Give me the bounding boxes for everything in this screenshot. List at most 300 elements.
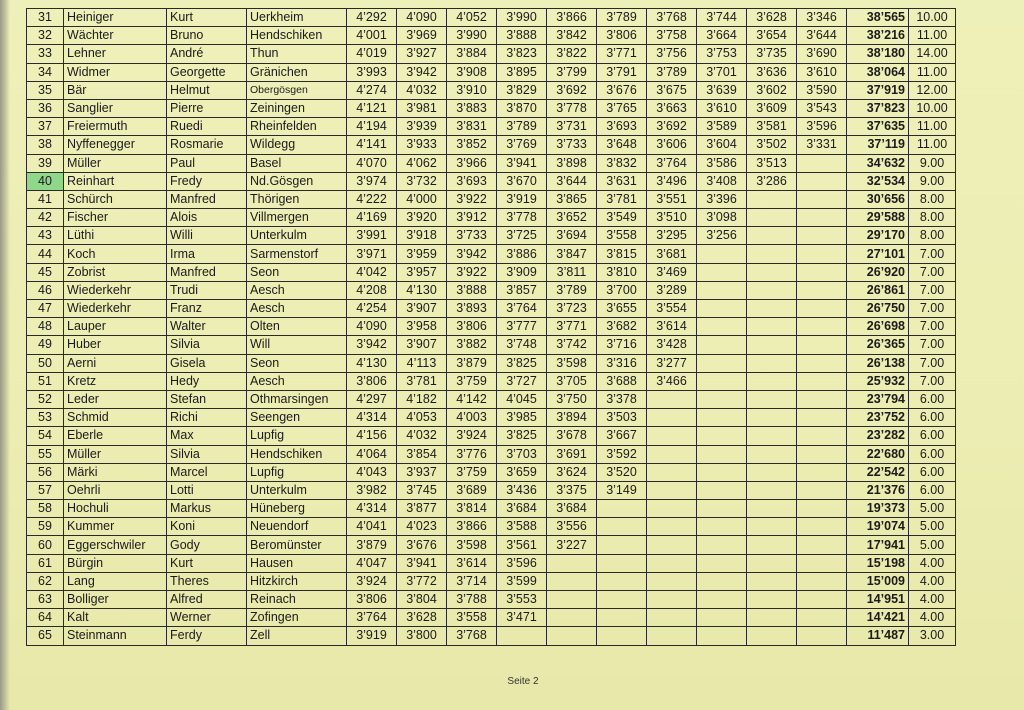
first-name-cell: Alois: [167, 209, 247, 227]
first-name-cell: Alfred: [167, 591, 247, 609]
score-cell: 4’194: [347, 118, 397, 136]
score-cell: [797, 591, 847, 609]
score-cell: 3’692: [547, 81, 597, 99]
score-cell: [797, 354, 847, 372]
score-cell: [647, 536, 697, 554]
score-cell: [547, 627, 597, 645]
total-cell: 34’632: [847, 154, 909, 172]
score-cell: [697, 500, 747, 518]
score-cell: [647, 627, 697, 645]
score-cell: [647, 572, 697, 590]
score-cell: 3’811: [547, 263, 597, 281]
score-cell: 3’714: [447, 572, 497, 590]
score-cell: [747, 572, 797, 590]
place-cell: Uerkheim: [247, 9, 347, 27]
score-cell: 4’130: [347, 354, 397, 372]
score-cell: 4’019: [347, 45, 397, 63]
score-cell: [597, 518, 647, 536]
score-cell: 3’764: [347, 609, 397, 627]
score-cell: 3’510: [647, 209, 697, 227]
score-cell: 4’042: [347, 263, 397, 281]
score-cell: [797, 427, 847, 445]
place-cell: Zofingen: [247, 609, 347, 627]
rank-cell: 43: [27, 227, 64, 245]
score-cell: 3’701: [697, 63, 747, 81]
score-cell: 3’396: [697, 190, 747, 208]
score-cell: [797, 300, 847, 318]
score-cell: 3’924: [447, 427, 497, 445]
grade-cell: 4.00: [909, 609, 956, 627]
score-cell: [647, 390, 697, 408]
score-cell: [797, 609, 847, 627]
total-cell: 38’180: [847, 45, 909, 63]
place-cell: Olten: [247, 318, 347, 336]
last-name-cell: Wiederkehr: [64, 281, 167, 299]
score-cell: 3’375: [547, 481, 597, 499]
score-cell: [497, 627, 547, 645]
score-cell: 3’678: [547, 427, 597, 445]
score-cell: 4’043: [347, 463, 397, 481]
score-cell: 3’768: [647, 9, 697, 27]
score-cell: 3’764: [497, 300, 547, 318]
score-cell: [647, 518, 697, 536]
score-cell: [647, 409, 697, 427]
score-cell: 3’592: [597, 445, 647, 463]
score-cell: 4’001: [347, 27, 397, 45]
table-row: [27, 500, 956, 518]
total-cell: 15’198: [847, 554, 909, 572]
last-name-cell: Wächter: [64, 27, 167, 45]
score-cell: 3’771: [597, 45, 647, 63]
score-cell: 3’759: [447, 463, 497, 481]
score-cell: 3’806: [347, 372, 397, 390]
score-cell: 3’520: [597, 463, 647, 481]
first-name-cell: Kurt: [167, 554, 247, 572]
score-cell: 3’769: [497, 136, 547, 154]
score-cell: [647, 481, 697, 499]
score-cell: [697, 318, 747, 336]
rank-cell: 51: [27, 372, 64, 390]
rank-cell: 62: [27, 572, 64, 590]
score-cell: 3’610: [697, 99, 747, 117]
score-cell: 3’466: [647, 372, 697, 390]
rank-cell: 64: [27, 609, 64, 627]
last-name-cell: Märki: [64, 463, 167, 481]
score-cell: 3’823: [497, 45, 547, 63]
score-cell: 3’777: [497, 318, 547, 336]
score-cell: 3’941: [397, 554, 447, 572]
score-cell: 3’609: [747, 99, 797, 117]
score-cell: 3’789: [547, 281, 597, 299]
score-cell: [747, 591, 797, 609]
grade-cell: 7.00: [909, 245, 956, 263]
score-cell: 3’598: [547, 354, 597, 372]
rank-cell: 37: [27, 118, 64, 136]
score-cell: 3’791: [597, 63, 647, 81]
total-cell: 23’282: [847, 427, 909, 445]
table-row: [27, 45, 956, 63]
score-cell: [547, 609, 597, 627]
last-name-cell: Lang: [64, 572, 167, 590]
score-cell: [697, 281, 747, 299]
first-name-cell: Marcel: [167, 463, 247, 481]
score-cell: 3’788: [447, 591, 497, 609]
table-row: [27, 518, 956, 536]
score-cell: 3’436: [497, 481, 547, 499]
last-name-cell: Widmer: [64, 63, 167, 81]
score-cell: 3’558: [447, 609, 497, 627]
total-cell: 23’794: [847, 390, 909, 408]
grade-cell: 5.00: [909, 536, 956, 554]
place-cell: Thun: [247, 45, 347, 63]
score-cell: 3’596: [797, 118, 847, 136]
score-cell: [697, 336, 747, 354]
score-cell: 4’142: [447, 390, 497, 408]
place-cell: Lupfig: [247, 427, 347, 445]
total-cell: 29’170: [847, 227, 909, 245]
score-cell: 3’551: [647, 190, 697, 208]
score-cell: [597, 627, 647, 645]
score-cell: 3’990: [497, 9, 547, 27]
place-cell: Unterkulm: [247, 227, 347, 245]
table-row: [27, 245, 956, 263]
first-name-cell: Max: [167, 427, 247, 445]
last-name-cell: Hochuli: [64, 500, 167, 518]
last-name-cell: Zobrist: [64, 263, 167, 281]
place-cell: Seengen: [247, 409, 347, 427]
table-row: [27, 99, 956, 117]
score-cell: [747, 190, 797, 208]
table-row: [27, 318, 956, 336]
score-cell: 3’759: [447, 372, 497, 390]
score-cell: 3’764: [647, 154, 697, 172]
rank-cell: 57: [27, 481, 64, 499]
total-cell: 26’138: [847, 354, 909, 372]
score-cell: 3’927: [397, 45, 447, 63]
score-cell: 3’942: [447, 245, 497, 263]
table-row: [27, 536, 956, 554]
score-cell: 3’806: [347, 591, 397, 609]
total-cell: 26’920: [847, 263, 909, 281]
first-name-cell: Walter: [167, 318, 247, 336]
score-cell: 3’959: [397, 245, 447, 263]
first-name-cell: Silvia: [167, 336, 247, 354]
score-cell: 4’121: [347, 99, 397, 117]
last-name-cell: Oehrli: [64, 481, 167, 499]
score-cell: 3’663: [647, 99, 697, 117]
score-cell: 3’933: [397, 136, 447, 154]
score-cell: 3’888: [447, 281, 497, 299]
grade-cell: 6.00: [909, 445, 956, 463]
score-cell: 3’756: [647, 45, 697, 63]
score-cell: 4’297: [347, 390, 397, 408]
first-name-cell: Silvia: [167, 445, 247, 463]
score-cell: 3’942: [397, 63, 447, 81]
place-cell: Nd.Gösgen: [247, 172, 347, 190]
place-cell: Basel: [247, 154, 347, 172]
grade-cell: 9.00: [909, 154, 956, 172]
score-cell: 3’700: [597, 281, 647, 299]
score-cell: 3’554: [647, 300, 697, 318]
score-cell: [547, 554, 597, 572]
total-cell: 21’376: [847, 481, 909, 499]
last-name-cell: Steinmann: [64, 627, 167, 645]
score-cell: 3’758: [647, 27, 697, 45]
score-cell: 3’561: [497, 536, 547, 554]
score-cell: 3’667: [597, 427, 647, 445]
score-cell: 3’628: [397, 609, 447, 627]
score-cell: 3’985: [497, 409, 547, 427]
total-cell: 26’861: [847, 281, 909, 299]
grade-cell: 7.00: [909, 318, 956, 336]
score-cell: 3’652: [547, 209, 597, 227]
score-cell: 3’586: [697, 154, 747, 172]
score-cell: [747, 318, 797, 336]
score-cell: [747, 536, 797, 554]
first-name-cell: Georgette: [167, 63, 247, 81]
rank-cell: 31: [27, 9, 64, 27]
score-cell: 3’789: [497, 118, 547, 136]
grade-cell: 4.00: [909, 591, 956, 609]
total-cell: 11’487: [847, 627, 909, 645]
score-cell: 3’958: [397, 318, 447, 336]
total-cell: 22’680: [847, 445, 909, 463]
score-cell: 3’909: [497, 263, 547, 281]
score-cell: 3’648: [597, 136, 647, 154]
score-cell: [597, 591, 647, 609]
score-cell: [797, 463, 847, 481]
total-cell: 23’752: [847, 409, 909, 427]
place-cell: Othmarsingen: [247, 390, 347, 408]
score-cell: [747, 627, 797, 645]
rank-cell: 60: [27, 536, 64, 554]
score-cell: 3’919: [497, 190, 547, 208]
grade-cell: 14.00: [909, 45, 956, 63]
place-cell: Zell: [247, 627, 347, 645]
score-cell: [697, 300, 747, 318]
place-cell: Rheinfelden: [247, 118, 347, 136]
last-name-cell: Kretz: [64, 372, 167, 390]
place-cell: Will: [247, 336, 347, 354]
score-cell: 3’893: [447, 300, 497, 318]
score-cell: 4’041: [347, 518, 397, 536]
score-cell: [697, 445, 747, 463]
score-cell: [797, 209, 847, 227]
score-cell: 3’731: [547, 118, 597, 136]
score-cell: 3’654: [747, 27, 797, 45]
grade-cell: 8.00: [909, 227, 956, 245]
score-cell: 3’974: [347, 172, 397, 190]
score-cell: [747, 390, 797, 408]
score-cell: [697, 609, 747, 627]
first-name-cell: Ferdy: [167, 627, 247, 645]
score-cell: 3’898: [547, 154, 597, 172]
last-name-cell: Kummer: [64, 518, 167, 536]
first-name-cell: Trudi: [167, 281, 247, 299]
score-cell: [747, 554, 797, 572]
score-cell: 3’800: [397, 627, 447, 645]
rank-cell: 46: [27, 281, 64, 299]
results-table: [26, 8, 956, 646]
rank-cell: 53: [27, 409, 64, 427]
table-row: [27, 263, 956, 281]
score-cell: [597, 500, 647, 518]
score-cell: [647, 609, 697, 627]
first-name-cell: Rosmarie: [167, 136, 247, 154]
grade-cell: 11.00: [909, 118, 956, 136]
table-row: [27, 572, 956, 590]
table-row: [27, 300, 956, 318]
score-cell: 3’993: [347, 63, 397, 81]
score-cell: [797, 627, 847, 645]
score-cell: 3’693: [597, 118, 647, 136]
rank-cell: 61: [27, 554, 64, 572]
total-cell: 14’421: [847, 609, 909, 627]
score-cell: 4’090: [347, 318, 397, 336]
score-cell: 4’064: [347, 445, 397, 463]
score-cell: 3’553: [497, 591, 547, 609]
score-cell: 3’847: [547, 245, 597, 263]
score-cell: [697, 354, 747, 372]
page-footer: Seite 2: [507, 676, 539, 687]
score-cell: [697, 427, 747, 445]
rank-cell: 48: [27, 318, 64, 336]
score-cell: 3’675: [647, 81, 697, 99]
score-cell: [647, 445, 697, 463]
score-cell: [697, 536, 747, 554]
score-cell: 3’815: [597, 245, 647, 263]
score-cell: [797, 336, 847, 354]
last-name-cell: Lehner: [64, 45, 167, 63]
score-cell: 3’602: [747, 81, 797, 99]
total-cell: 37’119: [847, 136, 909, 154]
score-cell: 3’676: [597, 81, 647, 99]
score-cell: 3’628: [747, 9, 797, 27]
score-cell: 3’610: [797, 63, 847, 81]
first-name-cell: André: [167, 45, 247, 63]
score-cell: [547, 591, 597, 609]
total-cell: 26’365: [847, 336, 909, 354]
score-cell: 3’596: [497, 554, 547, 572]
score-cell: [697, 572, 747, 590]
last-name-cell: Schürch: [64, 190, 167, 208]
table-row: [27, 27, 956, 45]
score-cell: [697, 518, 747, 536]
place-cell: Unterkulm: [247, 481, 347, 499]
score-cell: 3’684: [547, 500, 597, 518]
table-row: [27, 554, 956, 572]
last-name-cell: Müller: [64, 445, 167, 463]
first-name-cell: Irma: [167, 245, 247, 263]
score-cell: 3’971: [347, 245, 397, 263]
place-cell: Hitzkirch: [247, 572, 347, 590]
score-cell: [747, 300, 797, 318]
score-cell: 3’745: [397, 481, 447, 499]
score-cell: 3’703: [497, 445, 547, 463]
score-cell: 3’781: [597, 190, 647, 208]
score-cell: 3’829: [497, 81, 547, 99]
score-cell: [797, 318, 847, 336]
last-name-cell: Huber: [64, 336, 167, 354]
score-cell: 3’957: [397, 263, 447, 281]
score-cell: 3’644: [797, 27, 847, 45]
score-cell: [747, 427, 797, 445]
score-cell: 3’918: [397, 227, 447, 245]
score-cell: [647, 591, 697, 609]
grade-cell: 7.00: [909, 281, 956, 299]
score-cell: 3’969: [397, 27, 447, 45]
last-name-cell: Wiederkehr: [64, 300, 167, 318]
last-name-cell: Aerni: [64, 354, 167, 372]
score-cell: [797, 154, 847, 172]
score-cell: 3’556: [547, 518, 597, 536]
score-cell: [747, 227, 797, 245]
place-cell: Lupfig: [247, 463, 347, 481]
first-name-cell: Stefan: [167, 390, 247, 408]
score-cell: 3’825: [497, 354, 547, 372]
first-name-cell: Manfred: [167, 190, 247, 208]
rank-cell: 44: [27, 245, 64, 263]
last-name-cell: Bär: [64, 81, 167, 99]
last-name-cell: Bürgin: [64, 554, 167, 572]
score-cell: [647, 500, 697, 518]
score-cell: [747, 481, 797, 499]
place-cell: Seon: [247, 354, 347, 372]
score-cell: 3’644: [547, 172, 597, 190]
score-cell: 4’141: [347, 136, 397, 154]
score-cell: 3’346: [797, 9, 847, 27]
grade-cell: 6.00: [909, 427, 956, 445]
grade-cell: 6.00: [909, 481, 956, 499]
score-cell: [697, 390, 747, 408]
score-cell: [747, 209, 797, 227]
first-name-cell: Werner: [167, 609, 247, 627]
first-name-cell: Theres: [167, 572, 247, 590]
table-row: [27, 427, 956, 445]
grade-cell: 11.00: [909, 63, 956, 81]
score-cell: 3’256: [697, 227, 747, 245]
score-cell: 3’814: [447, 500, 497, 518]
score-cell: 3’604: [697, 136, 747, 154]
table-row: [27, 354, 956, 372]
score-cell: 3’558: [597, 227, 647, 245]
last-name-cell: Kalt: [64, 609, 167, 627]
score-cell: 3’149: [597, 481, 647, 499]
score-cell: 4’000: [397, 190, 447, 208]
place-cell: Hendschiken: [247, 445, 347, 463]
last-name-cell: Lauper: [64, 318, 167, 336]
place-cell: Hausen: [247, 554, 347, 572]
score-cell: 3’614: [447, 554, 497, 572]
grade-cell: 10.00: [909, 99, 956, 117]
score-cell: 3’789: [647, 63, 697, 81]
score-cell: 3’636: [747, 63, 797, 81]
total-cell: 27’101: [847, 245, 909, 263]
score-cell: 3’789: [597, 9, 647, 27]
first-name-cell: Franz: [167, 300, 247, 318]
score-cell: 3’907: [397, 300, 447, 318]
score-cell: 4’090: [397, 9, 447, 27]
score-cell: 3’982: [347, 481, 397, 499]
score-cell: [747, 354, 797, 372]
table-row: [27, 390, 956, 408]
rank-cell: 40: [27, 172, 64, 190]
score-cell: 3’733: [547, 136, 597, 154]
last-name-cell: Eberle: [64, 427, 167, 445]
score-cell: 3’866: [547, 9, 597, 27]
score-cell: 4’003: [447, 409, 497, 427]
last-name-cell: Lüthi: [64, 227, 167, 245]
